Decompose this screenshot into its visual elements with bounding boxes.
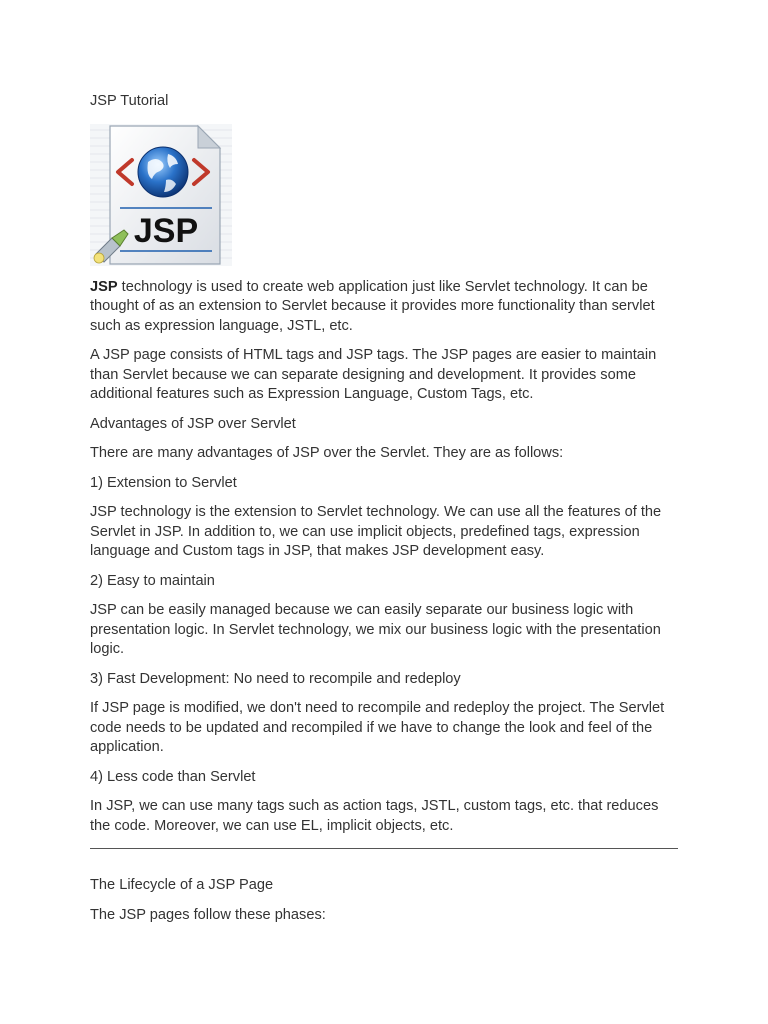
advantage-1-heading: 1) Extension to Servlet	[90, 474, 237, 491]
advantage-4-text: In JSP, we can use many tags such as action tags, JSTL, custom tags, etc. that reduces the code. Moreover, we can use EL, implicit objects, etc.	[90, 798, 659, 834]
section-divider	[90, 848, 678, 849]
page-title: JSP Tutorial	[90, 93, 169, 109]
logo-label: JSP	[133, 211, 199, 250]
advantage-1-text: JSP technology is the extension to Servlet technology. We can use all the features of the Servlet in JSP. In addition to, we can use implicit objects, predefined tags, expression language and Custom tags in JSP, that makes JSP development easy.	[90, 504, 662, 559]
advantages-heading: Advantages of JSP over Servlet	[90, 415, 296, 432]
paragraph-tags: A JSP page consists of HTML tags and JSP tags. The JSP pages are easier to maintain than Servlet because we can separate designing and development. It provides some additional features such as Expression Language, Custom Tags, etc.	[90, 347, 657, 402]
advantage-3-text: If JSP page is modified, we don't need to recompile and redeploy the project. The Servlet code needs to be updated and recompiled if we have to change the look and feel of the application.	[90, 700, 665, 755]
jsp-file-globe-icon	[90, 124, 232, 266]
intro-paragraph	[90, 278, 682, 337]
advantage-2-text: JSP can be easily managed because we can easily separate our business logic with presentation logic. In Servlet technology, we mix our business logic with the presentation logic.	[90, 602, 661, 657]
lifecycle-intro: The JSP pages follow these phases:	[90, 906, 326, 923]
intro-strong: JSP	[90, 278, 118, 295]
advantage-3-heading: 3) Fast Development: No need to recompile and redeploy	[90, 670, 461, 687]
lifecycle-heading: The Lifecycle of a JSP Page	[90, 877, 274, 893]
advantages-intro: There are many advantages of JSP over the Servlet. They are as follows:	[90, 445, 564, 461]
document-body	[90, 92, 682, 935]
intro-text: technology is used to create web application just like Servlet technology. It can be thought of as an extension to Servlet because it provides more functionality than servlet such as expression language, JSTL, etc.	[90, 278, 655, 334]
advantage-2-heading: 2) Easy to maintain	[90, 572, 215, 589]
advantage-4-heading: 4) Less code than Servlet	[90, 768, 256, 785]
